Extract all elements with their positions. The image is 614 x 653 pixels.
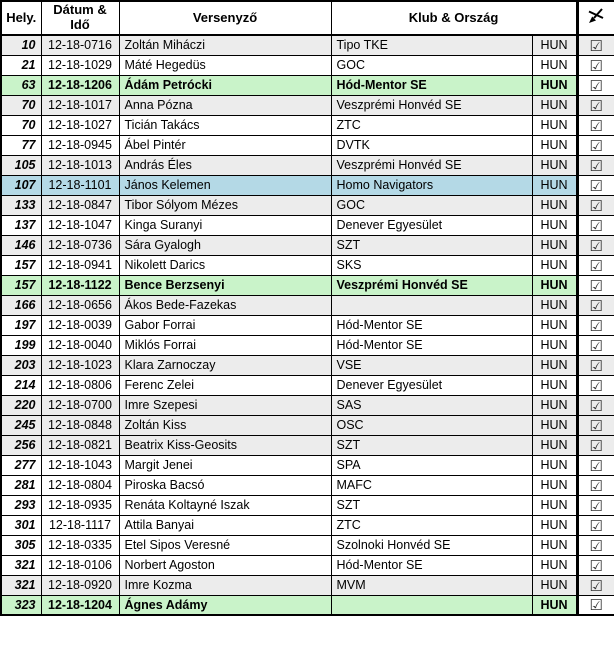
checkbox-cell[interactable] — [577, 355, 614, 375]
country-cell: HUN — [532, 155, 577, 175]
checkbox-cell[interactable] — [577, 235, 614, 255]
country-cell: HUN — [532, 535, 577, 555]
country-cell: HUN — [532, 315, 577, 335]
club-cell: MVM — [331, 575, 532, 595]
club-cell: Veszprémi Honvéd SE — [331, 275, 532, 295]
checked-checkbox-icon[interactable]: ☑ — [589, 197, 603, 215]
checked-checkbox-icon[interactable]: ☑ — [589, 457, 603, 475]
club-cell: SAS — [331, 395, 532, 415]
competitor-cell: Zoltán Miháczi — [119, 35, 331, 55]
table-row[interactable] — [1, 495, 614, 515]
checked-checkbox-icon[interactable]: ☑ — [589, 117, 603, 135]
club-cell: Tipo TKE — [331, 35, 532, 55]
country-cell: HUN — [532, 55, 577, 75]
competitor-cell: Miklós Forrai — [119, 335, 331, 355]
place-cell: 146 — [1, 235, 41, 255]
checked-checkbox-icon[interactable]: ☑ — [589, 397, 603, 415]
checkbox-cell[interactable] — [577, 155, 614, 175]
checked-checkbox-icon[interactable]: ☑ — [589, 297, 603, 315]
competitor-cell: Imre Szepesi — [119, 395, 331, 415]
country-cell: HUN — [532, 495, 577, 515]
datetime-cell: 12-18-0656 — [41, 295, 119, 315]
checkbox-cell[interactable] — [577, 295, 614, 315]
col-header-datetime[interactable]: Dátum & Idő — [41, 1, 119, 35]
place-cell: 70 — [1, 95, 41, 115]
country-cell: HUN — [532, 195, 577, 215]
country-cell: HUN — [532, 455, 577, 475]
club-cell: Hód-Mentor SE — [331, 315, 532, 335]
place-cell: 10 — [1, 35, 41, 55]
place-cell: 166 — [1, 295, 41, 315]
club-cell: Veszprémi Honvéd SE — [331, 95, 532, 115]
place-cell: 321 — [1, 555, 41, 575]
place-cell: 137 — [1, 215, 41, 235]
table-body — [1, 35, 614, 615]
checkbox-cell[interactable] — [577, 475, 614, 495]
country-cell: HUN — [532, 335, 577, 355]
datetime-cell: 12-18-0804 — [41, 475, 119, 495]
place-cell: 220 — [1, 395, 41, 415]
datetime-cell: 12-18-0106 — [41, 555, 119, 575]
country-cell: HUN — [532, 475, 577, 495]
datetime-cell: 12-18-0920 — [41, 575, 119, 595]
checkbox-cell[interactable] — [577, 135, 614, 155]
checked-checkbox-icon[interactable]: ☑ — [589, 37, 603, 55]
datetime-cell: 12-18-1204 — [41, 595, 119, 615]
country-cell: HUN — [532, 215, 577, 235]
club-cell: ZTC — [331, 115, 532, 135]
country-cell: HUN — [532, 95, 577, 115]
datetime-cell: 12-18-0039 — [41, 315, 119, 335]
competitor-cell: Ákos Bede-Fazekas — [119, 295, 331, 315]
datetime-cell: 12-18-0848 — [41, 415, 119, 435]
place-cell: 293 — [1, 495, 41, 515]
competitor-cell: Kinga Suranyi — [119, 215, 331, 235]
competitor-cell: Beatrix Kiss-Geosits — [119, 435, 331, 455]
place-cell: 157 — [1, 255, 41, 275]
datetime-cell: 12-18-1101 — [41, 175, 119, 195]
country-cell: HUN — [532, 35, 577, 55]
table-row[interactable] — [1, 35, 614, 55]
place-cell: 197 — [1, 315, 41, 335]
club-cell: VSE — [331, 355, 532, 375]
checkbox-cell[interactable] — [577, 275, 614, 295]
place-cell: 281 — [1, 475, 41, 495]
competitor-cell: Anna Pózna — [119, 95, 331, 115]
competitor-cell: Klara Zarnoczay — [119, 355, 331, 375]
table-row[interactable] — [1, 135, 614, 155]
country-cell: HUN — [532, 595, 577, 615]
competitor-cell: András Éles — [119, 155, 331, 175]
club-cell: MAFC — [331, 475, 532, 495]
club-cell: SZT — [331, 235, 532, 255]
place-cell: 321 — [1, 575, 41, 595]
club-cell: SKS — [331, 255, 532, 275]
table-row[interactable] — [1, 55, 614, 75]
table-row[interactable] — [1, 355, 614, 375]
checkbox-cell[interactable] — [577, 315, 614, 335]
checkbox-cell[interactable] — [577, 575, 614, 595]
checked-checkbox-icon[interactable]: ☑ — [589, 517, 603, 535]
table-row[interactable] — [1, 295, 614, 315]
checked-checkbox-icon[interactable]: ☑ — [589, 497, 603, 515]
checked-checkbox-icon[interactable]: ☑ — [589, 437, 603, 455]
col-header-place[interactable]: Hely. — [1, 1, 41, 35]
place-cell: 277 — [1, 455, 41, 475]
competitor-cell: Imre Kozma — [119, 575, 331, 595]
table-row[interactable] — [1, 455, 614, 475]
table-row[interactable] — [1, 415, 614, 435]
checkbox-cell[interactable] — [577, 415, 614, 435]
checkbox-cell[interactable] — [577, 395, 614, 415]
table-row[interactable] — [1, 75, 614, 95]
datetime-cell: 12-18-1122 — [41, 275, 119, 295]
checked-checkbox-icon[interactable]: ☑ — [589, 377, 603, 395]
checkbox-cell[interactable] — [577, 35, 614, 55]
competitor-cell: Tibor Sólyom Mézes — [119, 195, 331, 215]
country-cell: HUN — [532, 575, 577, 595]
datetime-cell: 12-18-1029 — [41, 55, 119, 75]
place-cell: 323 — [1, 595, 41, 615]
club-cell: ZTC — [331, 515, 532, 535]
checked-checkbox-icon[interactable]: ☑ — [589, 237, 603, 255]
table-row[interactable] — [1, 175, 614, 195]
table-row[interactable] — [1, 575, 614, 595]
club-cell: Hód-Mentor SE — [331, 555, 532, 575]
competitor-cell: Ábel Pintér — [119, 135, 331, 155]
checked-checkbox-icon[interactable]: ☑ — [589, 557, 603, 575]
checked-checkbox-icon[interactable]: ☑ — [589, 357, 603, 375]
country-cell: HUN — [532, 75, 577, 95]
header-row — [1, 1, 614, 35]
checkbox-cell[interactable] — [577, 535, 614, 555]
country-cell: HUN — [532, 435, 577, 455]
datetime-cell: 12-18-0821 — [41, 435, 119, 455]
place-cell: 70 — [1, 115, 41, 135]
checkbox-cell[interactable] — [577, 95, 614, 115]
table-row[interactable] — [1, 155, 614, 175]
datetime-cell: 12-18-1017 — [41, 95, 119, 115]
club-cell: Hód-Mentor SE — [331, 75, 532, 95]
checked-checkbox-icon[interactable]: ☑ — [589, 257, 603, 275]
table-row[interactable] — [1, 315, 614, 335]
club-cell: GOC — [331, 195, 532, 215]
checkbox-cell[interactable] — [577, 195, 614, 215]
competitor-cell: Renáta Koltayné Iszak — [119, 495, 331, 515]
club-cell — [331, 295, 532, 315]
competitor-cell: Etel Sipos Veresné — [119, 535, 331, 555]
competitor-cell: Nikolett Darics — [119, 255, 331, 275]
club-cell: Denever Egyesület — [331, 215, 532, 235]
col-header-filter[interactable] — [577, 1, 614, 35]
checked-checkbox-icon[interactable]: ☑ — [589, 277, 603, 295]
competitor-cell: Norbert Agoston — [119, 555, 331, 575]
table-row[interactable] — [1, 395, 614, 415]
club-cell: SZT — [331, 495, 532, 515]
datetime-cell: 12-18-1043 — [41, 455, 119, 475]
checkbox-cell[interactable] — [577, 175, 614, 195]
checked-checkbox-icon[interactable]: ☑ — [589, 177, 603, 195]
checkbox-cell[interactable] — [577, 115, 614, 135]
club-cell: GOC — [331, 55, 532, 75]
competitor-cell: Ágnes Adámy — [119, 595, 331, 615]
place-cell: 214 — [1, 375, 41, 395]
datetime-cell: 12-18-1027 — [41, 115, 119, 135]
place-cell: 305 — [1, 535, 41, 555]
checkbox-cell[interactable] — [577, 55, 614, 75]
country-cell: HUN — [532, 255, 577, 275]
datetime-cell: 12-18-1206 — [41, 75, 119, 95]
country-cell: HUN — [532, 355, 577, 375]
datetime-cell: 12-18-0335 — [41, 535, 119, 555]
table-row[interactable] — [1, 555, 614, 575]
club-cell: Szolnoki Honvéd SE — [331, 535, 532, 555]
checkbox-cell[interactable] — [577, 375, 614, 395]
competitor-cell: Bence Berzsenyi — [119, 275, 331, 295]
table-row[interactable] — [1, 435, 614, 455]
competitor-cell: Zoltán Kiss — [119, 415, 331, 435]
place-cell: 256 — [1, 435, 41, 455]
place-cell: 105 — [1, 155, 41, 175]
table-row[interactable] — [1, 215, 614, 235]
country-cell: HUN — [532, 375, 577, 395]
datetime-cell: 12-18-0806 — [41, 375, 119, 395]
table-row[interactable] — [1, 95, 614, 115]
checked-checkbox-icon[interactable]: ☑ — [589, 77, 603, 95]
table-row[interactable] — [1, 235, 614, 255]
checked-checkbox-icon[interactable]: ☑ — [589, 577, 603, 595]
competitor-cell: Ferenc Zelei — [119, 375, 331, 395]
club-cell: SZT — [331, 435, 532, 455]
place-cell: 245 — [1, 415, 41, 435]
checked-checkbox-icon[interactable]: ☑ — [589, 57, 603, 75]
datetime-cell: 12-18-1013 — [41, 155, 119, 175]
competitor-cell: János Kelemen — [119, 175, 331, 195]
datetime-cell: 12-18-0716 — [41, 35, 119, 55]
datetime-cell: 12-18-1047 — [41, 215, 119, 235]
club-cell: OSC — [331, 415, 532, 435]
datetime-cell: 12-18-0941 — [41, 255, 119, 275]
checkbox-cell[interactable] — [577, 555, 614, 575]
filter-off-icon[interactable] — [586, 6, 606, 26]
datetime-cell: 12-18-1117 — [41, 515, 119, 535]
club-cell: Hód-Mentor SE — [331, 335, 532, 355]
club-cell: Veszprémi Honvéd SE — [331, 155, 532, 175]
checked-checkbox-icon[interactable]: ☑ — [589, 137, 603, 155]
checked-checkbox-icon[interactable]: ☑ — [589, 97, 603, 115]
datetime-cell: 12-18-0736 — [41, 235, 119, 255]
datetime-cell: 12-18-0935 — [41, 495, 119, 515]
competitor-cell: Sára Gyalogh — [119, 235, 331, 255]
place-cell: 301 — [1, 515, 41, 535]
competitor-cell: Ádám Petrócki — [119, 75, 331, 95]
country-cell: HUN — [532, 275, 577, 295]
country-cell: HUN — [532, 395, 577, 415]
country-cell: HUN — [532, 515, 577, 535]
place-cell: 199 — [1, 335, 41, 355]
table-row[interactable] — [1, 335, 614, 355]
country-cell: HUN — [532, 135, 577, 155]
datetime-cell: 12-18-0040 — [41, 335, 119, 355]
club-cell: Denever Egyesület — [331, 375, 532, 395]
club-cell: SPA — [331, 455, 532, 475]
club-cell: DVTK — [331, 135, 532, 155]
table-row[interactable] — [1, 275, 614, 295]
club-cell — [331, 595, 532, 615]
checkbox-cell[interactable] — [577, 435, 614, 455]
country-cell: HUN — [532, 235, 577, 255]
place-cell: 107 — [1, 175, 41, 195]
competitor-cell: Piroska Bacsó — [119, 475, 331, 495]
checked-checkbox-icon[interactable]: ☑ — [589, 417, 603, 435]
country-cell: HUN — [532, 115, 577, 135]
table-row[interactable] — [1, 115, 614, 135]
country-cell: HUN — [532, 555, 577, 575]
checked-checkbox-icon[interactable]: ☑ — [589, 597, 603, 615]
country-cell: HUN — [532, 295, 577, 315]
checkbox-cell[interactable] — [577, 75, 614, 95]
table-row[interactable] — [1, 475, 614, 495]
checked-checkbox-icon[interactable]: ☑ — [589, 217, 603, 235]
table-row[interactable] — [1, 595, 614, 615]
table-row[interactable] — [1, 255, 614, 275]
checkbox-cell[interactable] — [577, 495, 614, 515]
checkbox-cell[interactable] — [577, 335, 614, 355]
checked-checkbox-icon[interactable]: ☑ — [589, 317, 603, 335]
checked-checkbox-icon[interactable]: ☑ — [589, 337, 603, 355]
place-cell: 63 — [1, 75, 41, 95]
datetime-cell: 12-18-0847 — [41, 195, 119, 215]
table-row[interactable] — [1, 195, 614, 215]
country-cell: HUN — [532, 415, 577, 435]
checkbox-cell[interactable] — [577, 455, 614, 475]
table-row[interactable] — [1, 535, 614, 555]
place-cell: 77 — [1, 135, 41, 155]
place-cell: 157 — [1, 275, 41, 295]
checked-checkbox-icon[interactable]: ☑ — [589, 157, 603, 175]
place-cell: 133 — [1, 195, 41, 215]
col-header-competitor[interactable]: Versenyző — [119, 1, 331, 35]
checked-checkbox-icon[interactable]: ☑ — [589, 477, 603, 495]
competitor-cell: Gabor Forrai — [119, 315, 331, 335]
country-cell: HUN — [532, 175, 577, 195]
checkbox-cell[interactable] — [577, 215, 614, 235]
table-row[interactable] — [1, 515, 614, 535]
table-row[interactable] — [1, 375, 614, 395]
checked-checkbox-icon[interactable]: ☑ — [589, 537, 603, 555]
place-cell: 21 — [1, 55, 41, 75]
competitor-cell: Margit Jenei — [119, 455, 331, 475]
checkbox-cell[interactable] — [577, 595, 614, 615]
place-cell: 203 — [1, 355, 41, 375]
competitor-cell: Attila Banyai — [119, 515, 331, 535]
datetime-cell: 12-18-1023 — [41, 355, 119, 375]
checkbox-cell[interactable] — [577, 515, 614, 535]
col-header-club-country[interactable]: Klub & Ország — [331, 1, 577, 35]
checkbox-cell[interactable] — [577, 255, 614, 275]
club-cell: Homo Navigators — [331, 175, 532, 195]
competitor-cell: Ticián Takács — [119, 115, 331, 135]
competitor-cell: Máté Hegedüs — [119, 55, 331, 75]
datetime-cell: 12-18-0700 — [41, 395, 119, 415]
datetime-cell: 12-18-0945 — [41, 135, 119, 155]
